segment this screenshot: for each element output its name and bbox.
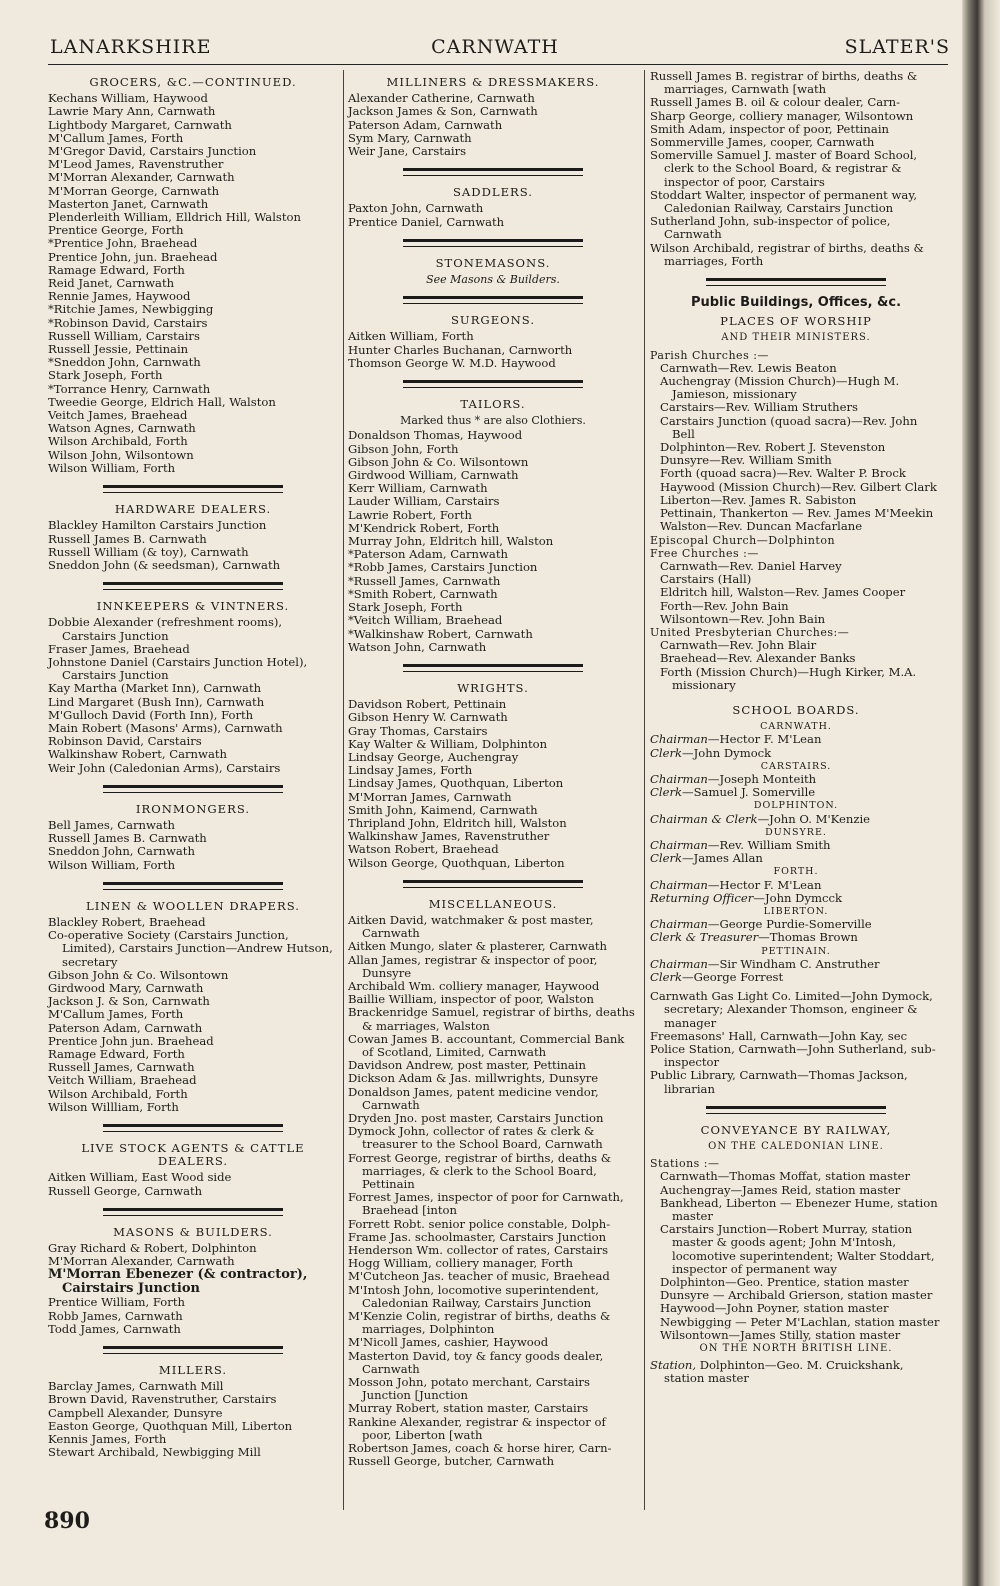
board-person: —Hector F. M'Lean bbox=[707, 877, 822, 892]
directory-entry: Lindsay James, Quothquan, Liberton bbox=[348, 776, 564, 791]
board-place: LIBERTON. bbox=[763, 905, 829, 917]
board-role: Chairman & Clerk bbox=[650, 811, 758, 826]
section-title-surgeons: SURGEONS. bbox=[450, 313, 536, 328]
directory-entry: Dolphinton—Rev. Robert J. Stevenston bbox=[660, 440, 886, 455]
directory-entry: Cowan James B. accountant, Commercial Bank of Scotland, Limited, Carnwath bbox=[348, 1031, 625, 1059]
directory-entry: Prentice John jun. Braehead bbox=[48, 1033, 214, 1048]
directory-entry: Brown David, Ravenstruther, Carstairs bbox=[48, 1392, 277, 1407]
section-separator bbox=[403, 168, 583, 176]
directory-entry: Fraser James, Braehead bbox=[48, 641, 190, 656]
directory-entry: Freemasons' Hall, Carnwath—John Kay, sec bbox=[650, 1028, 908, 1043]
directory-entry: Reid Janet, Carnwath bbox=[48, 276, 175, 291]
section-separator bbox=[403, 664, 583, 672]
directory-entry: Henderson Wm. collector of rates, Carstairs bbox=[348, 1243, 609, 1258]
directory-entry: Carnwath—Rev. Lewis Beaton bbox=[660, 360, 837, 375]
station-label: Station, bbox=[650, 1358, 697, 1373]
directory-entry: Easton George, Quothquan Mill, Liberton bbox=[48, 1418, 293, 1433]
board-role: Clerk bbox=[650, 745, 683, 760]
section-separator bbox=[403, 296, 583, 304]
stations-heading: Stations :— bbox=[650, 1157, 720, 1171]
header-rule bbox=[48, 64, 948, 65]
directory-entry: Newbigging — Peter M'Lachlan, station master bbox=[660, 1314, 940, 1329]
directory-entry: Davidson Andrew, post master, Pettinain bbox=[348, 1058, 586, 1073]
directory-entry: Alexander Catherine, Carnwath bbox=[348, 91, 535, 106]
book-spine bbox=[962, 0, 1000, 1586]
directory-entry: Forth (quoad sacra)—Rev. Walter P. Brock bbox=[660, 466, 906, 481]
directory-entry: Aitken William, East Wood side bbox=[48, 1170, 232, 1185]
directory-entry: Veitch William, Braehead bbox=[48, 1073, 197, 1088]
directory-entry: *Russell James, Carnwath bbox=[348, 573, 501, 588]
directory-entry: Prentice Daniel, Carnwath bbox=[348, 214, 505, 229]
directory-entry: Gray Thomas, Carstairs bbox=[348, 723, 488, 738]
directory-entry: Walkinshaw Robert, Carnwath bbox=[48, 747, 227, 762]
section-title-linen-woollen-drapers: LINEN & WOOLLEN DRAPERS. bbox=[86, 898, 300, 913]
directory-entry: Wilson John, Wilsontown bbox=[48, 447, 194, 462]
board-member bbox=[650, 786, 942, 799]
directory-entry: Rennie James, Haywood bbox=[48, 289, 191, 304]
directory-entry: *Robb James, Carstairs Junction bbox=[348, 560, 538, 575]
board-role: Clerk & Treasurer bbox=[650, 930, 759, 945]
directory-entry: Wilson Willliam, Forth bbox=[48, 1099, 179, 1114]
section-note: Marked thus * are also Clothiers. bbox=[400, 414, 586, 428]
up-heading: United Presbyterian Churches:— bbox=[650, 625, 850, 639]
directory-entry: Lightbody Margaret, Carnwath bbox=[48, 117, 232, 132]
directory-entry: Smith John, Kaimend, Carnwath bbox=[348, 802, 538, 817]
directory-entry: Paterson Adam, Carnwath bbox=[48, 1020, 203, 1035]
directory-entry: *Prentice John, Braehead bbox=[48, 236, 198, 251]
section-title-ironmongers: IRONMONGERS. bbox=[135, 801, 251, 816]
board-person: —Rev. William Smith bbox=[707, 837, 831, 852]
directory-entry: Wilson Archibald, Forth bbox=[48, 1086, 188, 1101]
directory-entry: Brackenridge Samuel, registrar of births, deaths & marriages, Walston bbox=[348, 1005, 635, 1033]
directory-entry: M'Morran James, Carnwath bbox=[348, 789, 512, 804]
directory-entry: Aitken William, Forth bbox=[348, 329, 474, 344]
north-british-station bbox=[650, 1359, 942, 1385]
directory-entry: Rankine Alexander, registrar & inspector of poor, Liberton [wath bbox=[348, 1414, 606, 1442]
directory-entry: Walkinshaw James, Ravenstruther bbox=[348, 829, 550, 844]
directory-entry: Carnwath—Thomas Moffat, station master bbox=[660, 1169, 911, 1184]
directory-entry: M'Morran George, Carnwath bbox=[48, 183, 220, 198]
section-separator bbox=[103, 1208, 283, 1216]
directory-entry: Somerville Samuel J. master of Board School, clerk to the School Board, & registrar & inspector of poor, Carstairs bbox=[650, 148, 918, 189]
board-role: Chairman bbox=[650, 956, 708, 971]
directory-entry: Wilson Archibald, Forth bbox=[48, 434, 188, 449]
directory-entry: Blackley Hamilton Carstairs Junction bbox=[48, 518, 267, 533]
directory-entry: *Veitch William, Braehead bbox=[348, 613, 503, 628]
directory-entry: Veitch James, Braehead bbox=[48, 408, 188, 423]
section-title-grocers-c-continued: GROCERS, &C.—CONTINUED. bbox=[89, 75, 297, 89]
directory-entry: Russell James B. Carnwath bbox=[48, 831, 207, 846]
directory-entry: Donaldson Thomas, Haywood bbox=[348, 428, 523, 443]
section-title-innkeepers-vintners: INNKEEPERS & VINTNERS. bbox=[96, 599, 290, 614]
directory-entry: Kechans William, Haywood bbox=[48, 91, 208, 106]
directory-entry: Thripland John, Eldritch hill, Walston bbox=[348, 815, 567, 830]
directory-entry: Allan James, registrar & inspector of poor, Dunsyre bbox=[348, 952, 598, 980]
board-place: FORTH. bbox=[773, 866, 819, 878]
board-person: —George Forrest bbox=[682, 970, 784, 984]
board-person: —Joseph Monteith bbox=[707, 771, 817, 786]
directory-entry: Pettinain, Thankerton — Rev. James M'Meekin bbox=[660, 506, 934, 521]
directory-entry: Kay Walter & William, Dolphinton bbox=[348, 736, 548, 751]
directory-entry: Bell James, Carnwath bbox=[48, 817, 175, 832]
railway-subtitle: ON THE CALEDONIAN LINE. bbox=[708, 1141, 884, 1153]
directory-entry: M'Morran Alexander, Carnwath bbox=[48, 1254, 235, 1269]
directory-entry: Aitken Mungo, slater & plasterer, Carnwath bbox=[348, 939, 607, 954]
board-person: —Samuel J. Somerville bbox=[682, 785, 816, 800]
directory-entry: Robinson David, Carstairs bbox=[48, 734, 202, 749]
section-separator bbox=[103, 1124, 283, 1132]
directory-entry: M'Gulloch David (Forth Inn), Forth bbox=[48, 707, 254, 722]
directory-entry: Murray Robert, station master, Carstairs bbox=[348, 1401, 589, 1416]
directory-entry: *Walkinshaw Robert, Carnwath bbox=[348, 626, 533, 641]
directory-entry: Kerr William, Carnwath bbox=[348, 481, 488, 496]
board-member bbox=[650, 892, 942, 905]
directory-entry: M'Kenzie Colin, registrar of births, deaths & marriages, Dolphinton bbox=[348, 1309, 611, 1337]
directory-entry: M'Cutcheon Jas. teacher of music, Braehead bbox=[348, 1269, 610, 1284]
directory-entry: Carstairs Junction—Robert Murray, station master & goods agent; John M'Intosh, locomotive superintendent; Walter Stoddart, inspector of permanent way bbox=[660, 1222, 935, 1276]
directory-entry: Wilson William, Forth bbox=[48, 857, 176, 872]
directory-entry: Sym Mary, Carnwath bbox=[348, 130, 472, 145]
section-title-hardware-dealers: HARDWARE DEALERS. bbox=[114, 502, 272, 517]
directory-entry: Russell William, Carstairs bbox=[48, 328, 200, 343]
directory-entry: Stark Joseph, Forth bbox=[48, 368, 163, 383]
directory-entry: *Torrance Henry, Carnwath bbox=[48, 381, 211, 396]
directory-entry: Kay Martha (Market Inn), Carnwath bbox=[48, 681, 262, 696]
directory-entry: Masterton David, toy & fancy goods dealer, Carnwath bbox=[348, 1348, 604, 1376]
railway-title: CONVEYANCE BY RAILWAY, bbox=[700, 1122, 892, 1137]
directory-entry: Wilson Archibald, registrar of births, deaths & marriages, Forth bbox=[650, 240, 924, 268]
school-boards-title: SCHOOL BOARDS. bbox=[732, 702, 860, 717]
directory-entry: Masterton Janet, Carnwath bbox=[48, 196, 209, 211]
directory-entry: Gibson John & Co. Wilsontown bbox=[48, 967, 229, 982]
directory-entry: Stoddart Walter, inspector of permanent way, Caledonian Railway, Carstairs Junction bbox=[650, 187, 918, 216]
directory-entry: Forrest George, registrar of births, deaths & marriages, & clerk to the School Board, Pettinain bbox=[348, 1150, 612, 1192]
board-role: Clerk bbox=[650, 785, 683, 800]
column-3 bbox=[650, 70, 942, 1386]
board-role: Chairman bbox=[650, 877, 708, 892]
directory-entry: Dymock John, collector of rates & clerk & treasurer to the School Board, Carnwath bbox=[348, 1124, 603, 1152]
directory-entry: Lawrie Robert, Forth bbox=[348, 507, 472, 522]
directory-entry: Braehead—Rev. Alexander Banks bbox=[660, 651, 856, 666]
directory-entry: Lind Margaret (Bush Inn), Carnwath bbox=[48, 694, 265, 709]
directory-entry: Watson Robert, Braehead bbox=[348, 842, 499, 857]
school-boards-list bbox=[650, 720, 942, 984]
section-separator bbox=[403, 380, 583, 388]
directory-entry: Carstairs—Rev. William Struthers bbox=[660, 400, 858, 415]
directory-entry: Kennis James, Forth bbox=[48, 1432, 167, 1447]
directory-entry: Russell James, Carnwath bbox=[48, 1060, 195, 1075]
directory-entry: Prentice John, jun. Braehead bbox=[48, 249, 218, 264]
board-person: —George Purdie-Somerville bbox=[707, 917, 872, 932]
directory-entry: Murray John, Eldritch hill, Walston bbox=[348, 534, 554, 549]
section-separator bbox=[103, 485, 283, 493]
directory-entry: Carstairs (Hall) bbox=[660, 572, 752, 587]
section-title-tailors: TAILORS. bbox=[460, 397, 526, 412]
stations-list bbox=[650, 1170, 942, 1342]
section-separator bbox=[403, 880, 583, 888]
directory-entry: Dunsyre—Rev. William Smith bbox=[660, 453, 832, 468]
directory-entry: M'Callum James, Forth bbox=[48, 130, 184, 145]
directory-entry: Girdwood Mary, Carnwath bbox=[48, 980, 204, 995]
directory-entry: Bankhead, Liberton — Ebenezer Hume, station master bbox=[660, 1195, 938, 1224]
directory-entry: Aitken David, watchmaker & post master, Carnwath bbox=[348, 912, 594, 941]
directory-entry: Carnwath Gas Light Co. Limited—John Dymock, secretary; Alexander Thomson, engineer & manager bbox=[650, 989, 933, 1030]
other-offices-list bbox=[650, 990, 942, 1096]
directory-entry: Paterson Adam, Carnwath bbox=[348, 117, 503, 132]
directory-entry: Gray Richard & Robert, Dolphinton bbox=[48, 1241, 257, 1256]
public-buildings-title: Public Buildings, Offices, &c. bbox=[690, 295, 902, 311]
section-title-saddlers: SADDLERS. bbox=[452, 185, 533, 200]
directory-entry: Russell Jessie, Pettinain bbox=[48, 342, 189, 357]
section-title-live-stock-agents-cattle-dealers: LIVE STOCK AGENTS & CATTLE DEALERS. bbox=[81, 1141, 305, 1169]
parish-heading: Parish Churches :— bbox=[650, 348, 769, 362]
directory-entry: Barclay James, Carnwath Mill bbox=[48, 1379, 224, 1394]
directory-entry: Main Robert (Masons' Arms), Carnwath bbox=[48, 720, 283, 735]
board-person: —John Dymock bbox=[682, 745, 772, 760]
worship-subtitle: AND THEIR MINISTERS. bbox=[721, 332, 871, 344]
directory-entry: *Paterson Adam, Carnwath bbox=[348, 547, 508, 562]
board-place: PETTINAIN. bbox=[761, 945, 831, 957]
directory-entry: Carstairs Junction (quoad sacra)—Rev. John Bell bbox=[660, 413, 918, 441]
directory-entry: Campbell Alexander, Dunsyre bbox=[48, 1405, 223, 1420]
board-member bbox=[650, 813, 942, 826]
up-list bbox=[650, 639, 942, 692]
directory-entry: Russell James B. registrar of births, deaths & marriages, Carnwath [wath bbox=[650, 69, 918, 97]
page-number: 890 bbox=[44, 1508, 90, 1534]
directory-entry: Gibson John, Forth bbox=[348, 441, 459, 456]
directory-entry: Hogg William, colliery manager, Forth bbox=[348, 1256, 573, 1271]
free-list bbox=[650, 560, 942, 626]
directory-entry: Dickson Adam & Jas. millwrights, Dunsyre bbox=[348, 1071, 599, 1086]
miscellaneous-continued bbox=[650, 70, 942, 268]
directory-entry: Ramage Edward, Forth bbox=[48, 1047, 185, 1061]
directory-entry: Gibson John & Co. Wilsontown bbox=[348, 454, 529, 469]
directory-entry: Thomson George W. M.D. Haywood bbox=[348, 355, 556, 370]
board-person: —James Allan bbox=[682, 851, 763, 866]
board-person: —John O. M'Kenzie bbox=[757, 811, 871, 826]
board-role: Clerk bbox=[650, 851, 683, 866]
directory-entry: Auchengray—James Reid, station master bbox=[660, 1182, 901, 1197]
directory-entry: M'Leod James, Ravenstruther bbox=[48, 157, 224, 172]
directory-entry: Stewart Archibald, Newbigging Mill bbox=[48, 1445, 261, 1460]
section-title-stonemasons: STONEMASONS. bbox=[435, 255, 551, 270]
directory-entry: Smith Adam, inspector of poor, Pettinain bbox=[650, 121, 889, 136]
section-title-wrights: WRIGHTS. bbox=[457, 680, 529, 695]
directory-entry: Blackley Robert, Braehead bbox=[48, 914, 206, 929]
directory-entry: *Smith Robert, Carnwath bbox=[348, 586, 498, 601]
directory-entry: *Ritchie James, Newbigging bbox=[48, 302, 214, 317]
directory-entry: Prentice George, Forth bbox=[48, 223, 184, 238]
directory-entry: Public Library, Carnwath—Thomas Jackson, librarian bbox=[650, 1068, 908, 1096]
directory-entry: Davidson Robert, Pettinain bbox=[348, 697, 507, 712]
directory-entry: Weir Jane, Carstairs bbox=[348, 144, 467, 159]
directory-entry: Russell George, Carnwath bbox=[48, 1183, 203, 1198]
column-divider bbox=[644, 70, 645, 1510]
directory-entry: Prentice William, Forth bbox=[48, 1295, 185, 1310]
board-member bbox=[650, 971, 942, 984]
page-header bbox=[50, 36, 950, 64]
board-role: Chairman bbox=[650, 837, 708, 852]
section-title-millers: MILLERS. bbox=[158, 1363, 228, 1378]
directory-entry: Weir John (Caledonian Arms), Carstairs bbox=[48, 760, 281, 775]
header-county: LANARKSHIRE bbox=[50, 36, 212, 58]
directory-entry: Wilson William, Forth bbox=[48, 460, 176, 475]
board-person: —John Dymcck bbox=[753, 890, 843, 905]
directory-entry: Co-operative Society (Carstairs Junction, Limited), Carstairs Junction—Andrew Hutson, secretary bbox=[48, 928, 333, 969]
episcopal-church: Episcopal Church—Dolphinton bbox=[650, 533, 836, 547]
directory-entry: *Sneddon John, Carnwath bbox=[48, 355, 201, 370]
directory-entry: Forrett Robt. senior police constable, Dolph- bbox=[348, 1216, 611, 1231]
directory-entry: Girdwood William, Carnwath bbox=[348, 468, 519, 483]
section-separator bbox=[103, 882, 283, 890]
directory-entry: Wilsontown—James Stilly, station master bbox=[660, 1327, 901, 1342]
station-entry: Dolphinton—Geo. M. Cruickshank, station master bbox=[664, 1358, 904, 1386]
directory-entry: Frame Jas. schoolmaster, Carstairs Junction bbox=[348, 1229, 607, 1244]
section-separator bbox=[706, 278, 886, 286]
directory-entry: Russell James B. oil & colour dealer, Carn- bbox=[650, 95, 901, 110]
directory-entry: M'Morran Ebenezer (& contractor), Cairstairs Junction bbox=[48, 1267, 308, 1297]
directory-entry: Haywood—John Poyner, station master bbox=[660, 1301, 889, 1316]
directory-entry: Haywood (Mission Church)—Rev. Gilbert Clark bbox=[660, 479, 937, 494]
directory-entry: Dryden Jno. post master, Carstairs Junction bbox=[348, 1111, 604, 1125]
worship-title: PLACES OF WORSHIP bbox=[720, 314, 872, 329]
board-place: DUNSYRE. bbox=[765, 826, 827, 838]
board-member bbox=[650, 931, 942, 944]
board-role: Clerk bbox=[650, 970, 683, 984]
directory-entry: Auchengray (Mission Church)—Hugh M. Jamieson, missionary bbox=[660, 374, 900, 402]
directory-entry: Lindsay George, Auchengray bbox=[348, 749, 519, 764]
directory-entry: Todd James, Carnwath bbox=[48, 1321, 181, 1336]
directory-entry: Baillie William, inspector of poor, Walston bbox=[348, 992, 594, 1007]
section-title-masons-builders: MASONS & BUILDERS. bbox=[113, 1224, 273, 1239]
board-role: Returning Officer bbox=[650, 890, 754, 905]
directory-entry: M'Intosh John, locomotive superintendent, Caledonian Railway, Carstairs Junction bbox=[348, 1282, 599, 1310]
directory-entry: Ramage Edward, Forth bbox=[48, 262, 185, 277]
directory-entry: Plenderleith William, Elldrich Hill, Walston bbox=[48, 210, 301, 225]
header-place: CARNWATH bbox=[431, 36, 559, 58]
board-role: Chairman bbox=[650, 732, 708, 747]
section-title-miscellaneous: MISCELLANEOUS. bbox=[428, 896, 558, 911]
board-person: —Hector F. M'Lean bbox=[707, 732, 822, 747]
section-separator bbox=[103, 1346, 283, 1354]
directory-entry: Sharp George, colliery manager, Wilsontown bbox=[650, 108, 914, 123]
directory-entry: Forth—Rev. John Bain bbox=[660, 598, 789, 613]
directory-entry: Jackson James & Son, Carnwath bbox=[348, 104, 538, 119]
directory-entry: Mosson John, potato merchant, Carstairs Junction [Junction bbox=[348, 1375, 590, 1403]
directory-entry: Sommerville James, cooper, Carnwath bbox=[650, 135, 875, 150]
board-member bbox=[650, 747, 942, 760]
column-divider bbox=[343, 70, 344, 1510]
board-place: DOLPHINTON. bbox=[753, 800, 839, 812]
directory-entry: Russell William (& toy), Carnwath bbox=[48, 544, 249, 559]
column-1 bbox=[48, 70, 338, 1459]
directory-entry: Wilsontown—Rev. John Bain bbox=[660, 611, 826, 626]
directory-entry: Forth (Mission Church)—Hugh Kirker, M.A. missionary bbox=[660, 664, 917, 692]
directory-entry: Lauder William, Carstairs bbox=[348, 494, 500, 509]
column-2 bbox=[348, 70, 638, 1468]
header-publisher: SLATER'S bbox=[844, 36, 950, 58]
directory-entry: Sneddon John (& seedsman), Carnwath bbox=[48, 557, 281, 572]
directory-entry: Sneddon John, Carnwath bbox=[48, 844, 195, 859]
directory-entry: Russell James B. Carnwath bbox=[48, 531, 207, 546]
free-heading: Free Churches :— bbox=[650, 546, 759, 560]
section-separator bbox=[103, 785, 283, 793]
directory-entry: Dunsyre — Archibald Grierson, station master bbox=[660, 1288, 933, 1303]
directory-entry: Dobbie Alexander (refreshment rooms), Carstairs Junction bbox=[48, 615, 283, 643]
board-role: Chairman bbox=[650, 771, 708, 786]
board-member bbox=[650, 852, 942, 865]
directory-entry: Tweedie George, Eldrich Hall, Walston bbox=[48, 394, 276, 409]
section-separator bbox=[706, 1106, 886, 1114]
directory-entry: Donaldson James, patent medicine vendor, Carnwath bbox=[348, 1084, 599, 1112]
section-note: See Masons & Builders. bbox=[426, 273, 560, 287]
section-separator bbox=[403, 239, 583, 247]
directory-entry: Eldritch hill, Walston—Rev. James Cooper bbox=[660, 585, 906, 600]
directory-entry: Archibald Wm. colliery manager, Haywood bbox=[348, 978, 600, 993]
directory-entry: M'Callum James, Forth bbox=[48, 1007, 184, 1022]
directory-entry: Carnwath—Rev. Daniel Harvey bbox=[660, 558, 842, 573]
directory-entry: *Robinson David, Carstairs bbox=[48, 315, 208, 330]
directory-entry: Watson Agnes, Carnwath bbox=[48, 421, 196, 436]
directory-entry: M'Kendrick Robert, Forth bbox=[348, 520, 500, 535]
directory-entry: Police Station, Carnwath—John Sutherland, sub-inspector bbox=[650, 1042, 936, 1070]
directory-entry: Dolphinton—Geo. Prentice, station master bbox=[660, 1275, 909, 1290]
directory-entry: M'Morran Alexander, Carnwath bbox=[48, 170, 235, 185]
directory-entry: Lindsay James, Forth bbox=[348, 763, 473, 778]
directory-entry: Hunter Charles Buchanan, Carnworth bbox=[348, 342, 573, 357]
directory-entry: Watson John, Carnwath bbox=[348, 639, 487, 654]
north-british-subtitle: ON THE NORTH BRITISH LINE. bbox=[699, 1343, 893, 1355]
directory-entry: M'Nicoll James, cashier, Haywood bbox=[348, 1335, 549, 1350]
directory-entry: Johnstone Daniel (Carstairs Junction Hotel), Carstairs Junction bbox=[48, 654, 308, 683]
board-person: —Sir Windham C. Anstruther bbox=[707, 956, 880, 971]
directory-entry: Gibson Henry W. Carnwath bbox=[348, 710, 508, 725]
directory-entry: Carnwath—Rev. John Blair bbox=[660, 638, 817, 653]
directory-entry: Robertson James, coach & horse hirer, Carn- bbox=[348, 1441, 612, 1456]
directory-entry: Paxton John, Carnwath bbox=[348, 201, 484, 216]
section-title-milliners-dressmakers: MILLINERS & DRESSMAKERS. bbox=[386, 75, 600, 89]
directory-entry: Wilson George, Quothquan, Liberton bbox=[348, 855, 565, 870]
directory-entry: Robb James, Carnwath bbox=[48, 1308, 183, 1323]
section-separator bbox=[103, 582, 283, 590]
directory-entry: Liberton—Rev. James R. Sabiston bbox=[660, 492, 857, 507]
directory-entry: Lawrie Mary Ann, Carnwath bbox=[48, 104, 216, 119]
board-role: Chairman bbox=[650, 917, 708, 932]
parish-list bbox=[650, 362, 942, 534]
board-place: CARSTAIRS. bbox=[760, 760, 832, 772]
directory-entry: Stark Joseph, Forth bbox=[348, 600, 463, 615]
directory-entry: Jackson J. & Son, Carnwath bbox=[48, 994, 210, 1009]
directory-entry: Sutherland John, sub-inspector of police, Carnwath bbox=[650, 214, 891, 242]
directory-entry: M'Gregor David, Carstairs Junction bbox=[48, 144, 257, 159]
board-place: CARNWATH. bbox=[760, 721, 832, 733]
directory-entry: Forrest James, inspector of poor for Carnwath, Braehead [inton bbox=[348, 1190, 624, 1218]
directory-entry: Russell George, butcher, Carnwath bbox=[348, 1454, 555, 1469]
directory-entry: Walston—Rev. Duncan Macfarlane bbox=[660, 519, 863, 534]
board-person: —Thomas Brown bbox=[758, 930, 858, 945]
